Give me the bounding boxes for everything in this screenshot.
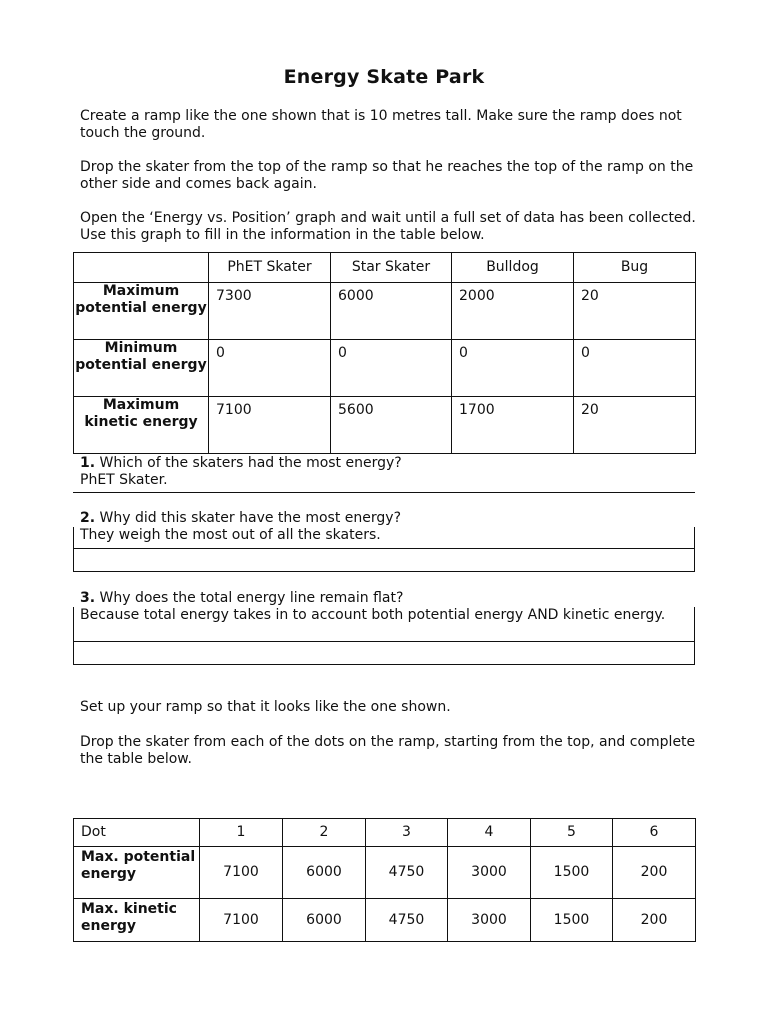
table-cell: 0 <box>209 340 331 397</box>
question-1 <box>80 455 700 472</box>
table-row <box>74 397 696 454</box>
table-header-cell: 2 <box>283 819 366 847</box>
table-header-cell: Bulldog <box>452 253 574 283</box>
question-3 <box>80 590 700 607</box>
row-label: Minimum potential energy <box>74 340 209 397</box>
intro-paragraph-3: Open the ‘Energy vs. Position’ graph and wait until a full set of data has been collected. Use this graph to fill in the information in the table below. <box>80 210 696 243</box>
section2-paragraph-2: Drop the skater from each of the dots on the ramp, starting from the top, and complete the table below. <box>80 734 696 767</box>
question-number: 2. <box>80 510 96 526</box>
answer-line <box>74 641 694 642</box>
table-cell: 0 <box>452 340 574 397</box>
table-header-cell: Bug <box>574 253 696 283</box>
table-header-cell <box>74 253 209 283</box>
table-header-cell: Dot <box>74 819 200 847</box>
row-label: Maximum potential energy <box>74 283 209 340</box>
table-header-cell: 3 <box>366 819 448 847</box>
question-text: Why does the total energy line remain flat? <box>99 590 404 606</box>
table-cell: 7300 <box>209 283 331 340</box>
row-label: Max. kinetic energy <box>74 899 200 942</box>
table-cell: 0 <box>331 340 452 397</box>
table-row <box>74 847 696 899</box>
table-cell: 1700 <box>452 397 574 454</box>
question-2 <box>80 510 700 527</box>
table-row <box>74 899 696 942</box>
table-cell: 5600 <box>331 397 452 454</box>
table-cell: 6000 <box>283 847 366 899</box>
table-header-row <box>74 253 696 283</box>
table-cell: 200 <box>613 899 696 942</box>
table-header-cell: 4 <box>448 819 531 847</box>
table-header-cell: Star Skater <box>331 253 452 283</box>
intro-paragraph-1: Create a ramp like the one shown that is 10 metres tall. Make sure the ramp does not touch the ground. <box>80 108 682 141</box>
table-header-cell: PhET Skater <box>209 253 331 283</box>
row-label: Maximum kinetic energy <box>74 397 209 454</box>
table-cell: 3000 <box>448 899 531 942</box>
table-cell: 200 <box>613 847 696 899</box>
table-cell: 1500 <box>531 899 613 942</box>
table-cell: 1500 <box>531 847 613 899</box>
table-cell: 20 <box>574 283 696 340</box>
answer-line <box>73 492 695 493</box>
table-header-cell: 6 <box>613 819 696 847</box>
table-header-cell: 5 <box>531 819 613 847</box>
answer-1: PhET Skater. <box>80 472 168 488</box>
table-cell: 4750 <box>366 899 448 942</box>
table-cell: 2000 <box>452 283 574 340</box>
table-row <box>74 340 696 397</box>
energy-table <box>73 252 696 454</box>
table-header-cell: 1 <box>200 819 283 847</box>
table-cell: 3000 <box>448 847 531 899</box>
table-cell: 6000 <box>331 283 452 340</box>
dot-energy-table <box>73 818 696 942</box>
question-number: 3. <box>80 590 96 606</box>
table-cell: 20 <box>574 397 696 454</box>
question-number: 1. <box>80 455 96 471</box>
question-text: Why did this skater have the most energy? <box>99 510 401 526</box>
table-header-row <box>74 819 696 847</box>
answer-2: They weigh the most out of all the skaters. <box>80 527 381 543</box>
answer-line <box>74 548 694 549</box>
row-label: Max. potential energy <box>74 847 200 899</box>
table-cell: 6000 <box>283 899 366 942</box>
table-cell: 7100 <box>209 397 331 454</box>
table-row <box>74 283 696 340</box>
section2-paragraph-1: Set up your ramp so that it looks like the one shown. <box>80 699 451 715</box>
page-title: Energy Skate Park <box>283 66 485 88</box>
table-cell: 0 <box>574 340 696 397</box>
table-cell: 7100 <box>200 847 283 899</box>
table-cell: 7100 <box>200 899 283 942</box>
question-text: Which of the skaters had the most energy? <box>99 455 402 471</box>
answer-3: Because total energy takes in to account both potential energy AND kinetic energy. <box>80 607 666 623</box>
table-cell: 4750 <box>366 847 448 899</box>
intro-paragraph-2: Drop the skater from the top of the ramp so that he reaches the top of the ramp on the other side and comes back again. <box>80 159 694 192</box>
